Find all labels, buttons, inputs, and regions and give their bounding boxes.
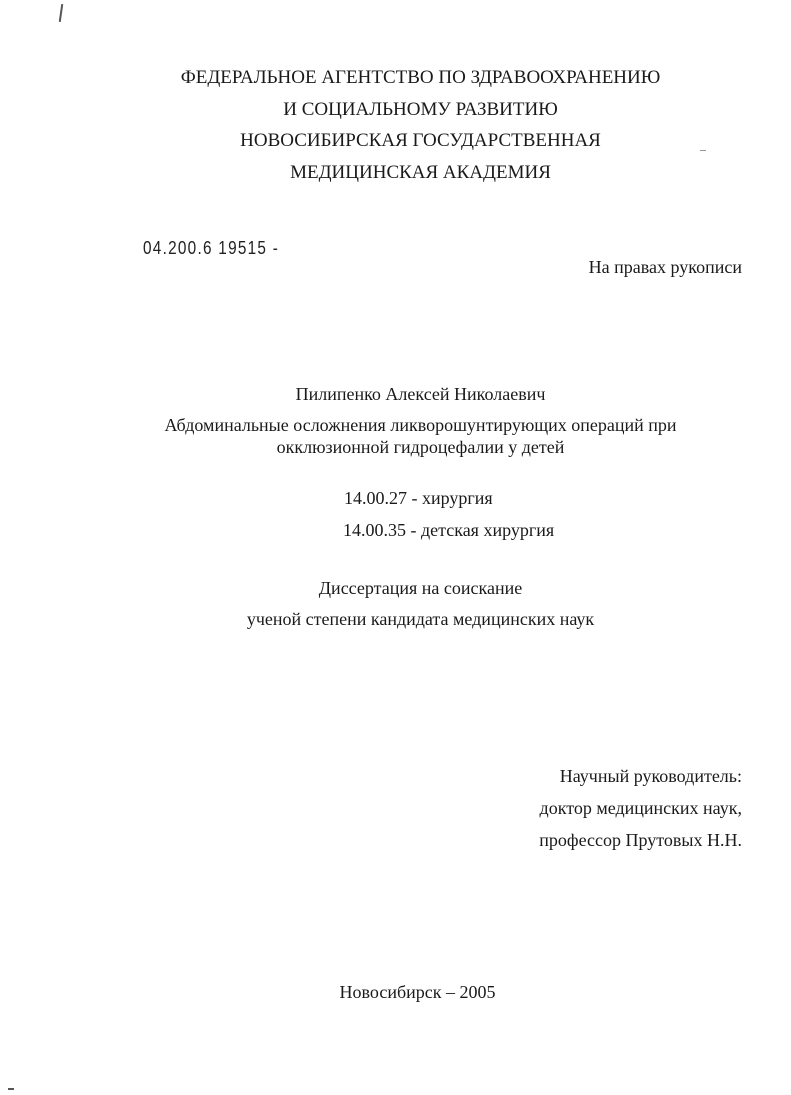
scan-mark-bottom xyxy=(8,1088,14,1090)
org-line-3: НОВОСИБИРСКАЯ ГОСУДАРСТВЕННАЯ xyxy=(240,130,601,151)
stamp-number: 04.200.6 19515 xyxy=(143,238,268,258)
title-line-2: окклюзионной гидроцефалии у детей xyxy=(276,437,565,457)
org-line-1: ФЕДЕРАЛЬНОЕ АГЕНТСТВО ПО ЗДРАВООХРАНЕНИЮ xyxy=(180,67,661,88)
org-line-4: МЕДИЦИНСКАЯ АКАДЕМИЯ xyxy=(290,161,551,183)
manuscript-note: На правах рукописи xyxy=(588,257,742,277)
organization-header xyxy=(0,62,791,188)
degree-line-2: ученой степени кандидата медицинских наук xyxy=(246,609,595,629)
scan-mark-top xyxy=(59,4,63,22)
city-year: Новосибирск – 2005 xyxy=(339,982,496,1002)
degree-statement xyxy=(0,573,791,635)
supervisor-block xyxy=(539,760,742,856)
author-name: Пилипенко Алексей Николаевич xyxy=(295,384,546,404)
stamp-dash: - xyxy=(267,238,280,258)
supervisor-label: Научный руководитель: xyxy=(559,766,742,786)
title-line-1: Абдоминальные осложнения ликворошунтирующих операций при xyxy=(164,415,677,435)
supervisor-name: профессор Прутовых Н.Н. xyxy=(539,830,742,850)
registration-stamp xyxy=(143,238,279,259)
degree-line-1: Диссертация на соискание xyxy=(318,578,523,598)
specialty-code-1: 14.00.27 - хирургия xyxy=(344,488,493,508)
specialty-code-2: 14.00.35 - детская хирургия xyxy=(343,520,555,540)
dissertation-title xyxy=(0,414,791,458)
org-line-2: И СОЦИАЛЬНОМУ РАЗВИТИЮ xyxy=(283,98,558,120)
supervisor-degree: доктор медицинских наук, xyxy=(539,798,742,818)
